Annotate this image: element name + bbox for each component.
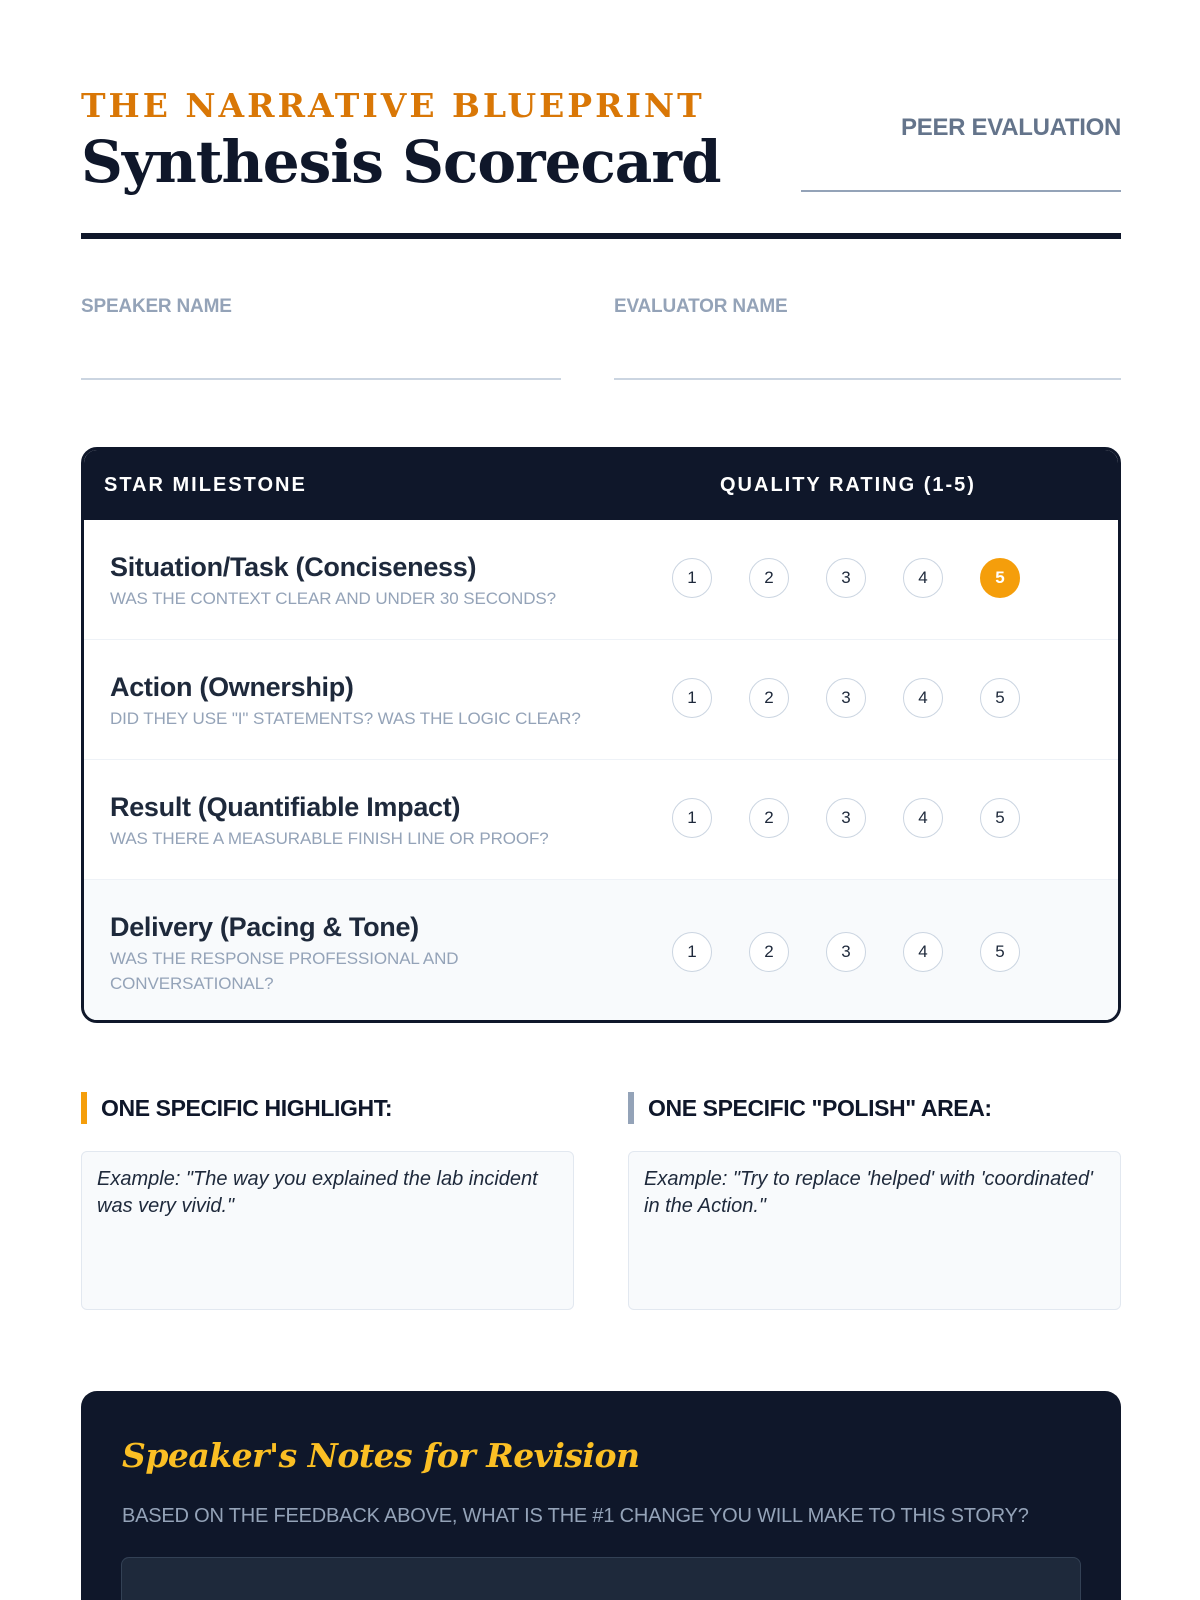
notes-textarea[interactable] [121, 1557, 1081, 1600]
table-row [84, 640, 1118, 760]
peer-evaluation-underline [801, 190, 1121, 192]
series-kicker: THE NARRATIVE BLUEPRINT [81, 86, 705, 125]
rating-scale [672, 798, 1032, 840]
milestone-title: Delivery (Pacing & Tone) [110, 912, 419, 942]
rating-option-5[interactable]: 5 [980, 798, 1020, 838]
speaker-notes-panel [81, 1391, 1121, 1600]
notes-prompt: BASED ON THE FEEDBACK ABOVE, WHAT IS THE #1 CHANGE YOU WILL MAKE TO THIS STORY? [122, 1505, 1029, 1527]
table-row [84, 520, 1118, 640]
rating-option-5[interactable]: 5 [980, 932, 1020, 972]
milestone-title: Action (Ownership) [110, 672, 354, 702]
highlight-heading [81, 1092, 574, 1124]
rating-option-2[interactable]: 2 [749, 558, 789, 598]
rating-option-2[interactable]: 2 [749, 798, 789, 838]
rating-option-4[interactable]: 4 [903, 798, 943, 838]
rating-option-1[interactable]: 1 [672, 798, 712, 838]
polish-placeholder: Example: "Try to replace 'helped' with 'coordinated' in the Action." [644, 1168, 1093, 1217]
polish-heading [628, 1092, 1121, 1124]
scorecard-page [81, 0, 1121, 1600]
rating-option-5[interactable]: 5 [980, 558, 1020, 598]
rating-option-4[interactable]: 4 [903, 678, 943, 718]
rating-option-3[interactable]: 3 [826, 678, 866, 718]
rating-option-3[interactable]: 3 [826, 798, 866, 838]
rating-option-3[interactable]: 3 [826, 932, 866, 972]
milestone-title: Result (Quantifiable Impact) [110, 792, 461, 822]
speaker-name-label: SPEAKER NAME [81, 296, 232, 317]
highlight-label: ONE SPECIFIC HIGHLIGHT: [101, 1095, 393, 1121]
rating-option-2[interactable]: 2 [749, 678, 789, 718]
column-header-milestone: STAR MILESTONE [104, 474, 307, 496]
rating-scale [672, 678, 1032, 720]
evaluator-name-label: EVALUATOR NAME [614, 296, 788, 317]
milestone-title: Situation/Task (Conciseness) [110, 552, 477, 582]
rating-option-3[interactable]: 3 [826, 558, 866, 598]
speaker-name-input[interactable] [81, 332, 561, 376]
rating-table [81, 447, 1121, 1023]
highlight-placeholder: Example: "The way you explained the lab incident was very vivid." [97, 1168, 538, 1217]
table-row [84, 760, 1118, 880]
speaker-name-underline [81, 378, 561, 380]
notes-title: Speaker's Notes for Revision [122, 1436, 640, 1475]
milestone-subtitle: DID THEY USE "I" STATEMENTS? WAS THE LOGIC CLEAR? [110, 709, 581, 728]
table-header [84, 450, 1118, 520]
rating-option-4[interactable]: 4 [903, 932, 943, 972]
rating-option-4[interactable]: 4 [903, 558, 943, 598]
evaluator-name-input[interactable] [614, 332, 1121, 376]
milestone-subtitle: WAS THE RESPONSE PROFESSIONAL AND CONVERSATIONAL? [110, 949, 459, 993]
column-header-rating: QUALITY RATING (1-5) [720, 474, 976, 496]
rating-option-1[interactable]: 1 [672, 678, 712, 718]
table-row [84, 880, 1118, 1023]
peer-evaluation-label: PEER EVALUATION [901, 114, 1121, 141]
rating-option-5[interactable]: 5 [980, 678, 1020, 718]
highlight-accent-bar [81, 1092, 87, 1124]
polish-label: ONE SPECIFIC "POLISH" AREA: [648, 1095, 992, 1121]
evaluator-name-underline [614, 378, 1121, 380]
milestone-subtitle: WAS THE CONTEXT CLEAR AND UNDER 30 SECONDS? [110, 589, 556, 608]
page-title: Synthesis Scorecard [81, 128, 721, 196]
header-divider [81, 233, 1121, 239]
rating-scale [672, 558, 1032, 600]
rating-scale [672, 932, 1032, 974]
milestone-subtitle: WAS THERE A MEASURABLE FINISH LINE OR PROOF? [110, 829, 549, 848]
rating-option-2[interactable]: 2 [749, 932, 789, 972]
rating-option-1[interactable]: 1 [672, 558, 712, 598]
polish-textarea[interactable] [628, 1151, 1121, 1310]
rating-option-1[interactable]: 1 [672, 932, 712, 972]
highlight-textarea[interactable] [81, 1151, 574, 1310]
polish-accent-bar [628, 1092, 634, 1124]
